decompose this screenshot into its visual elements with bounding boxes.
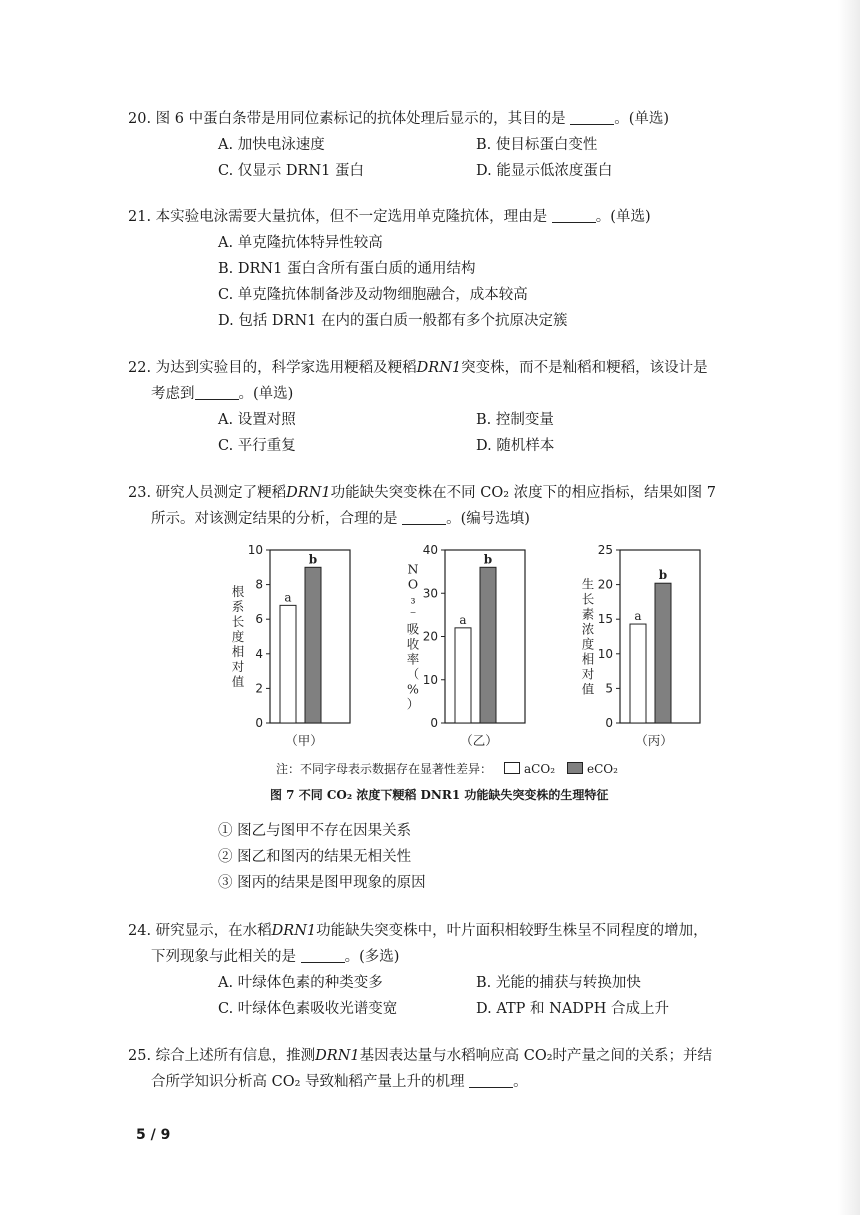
y-tick-label: 0 <box>430 716 438 730</box>
bar-charts <box>230 540 710 760</box>
legend-swatch-eco2 <box>567 762 583 774</box>
option-c[interactable]: C. 平行重复 <box>218 438 296 454</box>
option-d[interactable]: D. ATP 和 NADPH 合成上升 <box>476 1001 669 1017</box>
question-22 <box>128 355 738 459</box>
y-axis-label-char: O <box>407 576 419 592</box>
option-a[interactable]: A. 设置对照 <box>218 412 296 428</box>
option-c[interactable]: C. 仅显示 DRN1 蛋白 <box>218 163 364 179</box>
q25-stem-cont: 基因表达量与水稻响应高 CO₂时产量之间的关系；并结 <box>359 1048 713 1064</box>
bar-aco2 <box>630 624 646 723</box>
y-axis-label-char: 对 <box>231 659 245 674</box>
answer-blank[interactable] <box>570 110 614 125</box>
y-tick-label: 20 <box>597 577 613 592</box>
y-axis-label-char: ₃ <box>410 591 416 607</box>
y-axis-label-char: 收 <box>406 636 420 652</box>
y-tick-label: 20 <box>422 629 438 644</box>
y-tick-label: 10 <box>597 646 613 661</box>
statement-3[interactable]: ③ 图丙的结果是图甲现象的原因 <box>218 875 426 891</box>
y-axis-label-char: 度 <box>231 629 245 644</box>
option-b[interactable]: B. 光能的捕获与转换加快 <box>476 975 641 991</box>
y-axis-label-char: 系 <box>231 599 245 614</box>
option-d[interactable]: D. 能显示低浓度蛋白 <box>476 163 613 179</box>
panel-label: （丙） <box>635 733 673 748</box>
q23-statements <box>128 818 738 896</box>
q22-options <box>218 407 738 459</box>
option-b[interactable]: B. 控制变量 <box>476 412 554 428</box>
option-b[interactable]: B. DRN1 蛋白含所有蛋白质的通用结构 <box>218 261 476 277</box>
answer-blank[interactable] <box>469 1073 513 1088</box>
page-number: 5 / 9 <box>136 1127 171 1143</box>
q25-stem: 25. 综合上述所有信息，推测 <box>128 1048 316 1064</box>
y-tick-label: 2 <box>255 681 263 696</box>
gene-name: DRN1 <box>315 1048 360 1064</box>
q22-tail: 。(单选) <box>238 386 294 402</box>
y-axis-label-char: 素 <box>581 606 595 622</box>
statement-2[interactable]: ② 图乙和图丙的结果无相关性 <box>218 849 412 865</box>
y-axis-label-char: ） <box>406 696 420 712</box>
y-axis-label-char: 长 <box>581 591 595 607</box>
q22-stem-line2: 考虑到 <box>151 386 195 402</box>
y-tick-label: 10 <box>422 672 438 687</box>
question-25 <box>128 1043 738 1095</box>
bar-eco2 <box>305 567 321 723</box>
y-tick-label: 6 <box>255 612 263 627</box>
q21-tail: 。(单选) <box>595 209 651 225</box>
option-d[interactable]: D. 随机样本 <box>476 438 555 454</box>
question-24 <box>128 918 738 1022</box>
panel-label: （乙） <box>460 733 498 748</box>
q20-tail: 。(单选) <box>614 111 670 127</box>
y-tick-label: 40 <box>422 543 438 557</box>
y-tick-label: 0 <box>605 716 613 730</box>
option-c[interactable]: C. 叶绿体色素吸收光谱变宽 <box>218 1001 398 1017</box>
y-axis-label-char: ⁻ <box>409 606 417 622</box>
significance-letter: b <box>308 552 318 567</box>
figure-7 <box>230 540 710 810</box>
legend-label-eco2: eCO₂ <box>587 762 618 776</box>
q21-options <box>218 230 738 334</box>
note-text: 注：不同字母表示数据存在显著性差异： <box>276 762 493 776</box>
y-tick-label: 10 <box>247 543 263 557</box>
y-axis-label-char: 相 <box>231 644 245 659</box>
gene-name: DRN1 <box>416 360 462 376</box>
y-axis-label-char: （ <box>406 666 420 682</box>
gene-name: DRN1 <box>271 923 317 939</box>
q24-stem-line2: 下列现象与此相关的是 <box>151 949 296 965</box>
significance-letter: a <box>284 590 292 605</box>
y-axis-label-char: 吸 <box>406 621 420 637</box>
q23-stem: 23. 研究人员测定了粳稻 <box>128 485 287 501</box>
q20-options <box>218 132 738 184</box>
question-23 <box>128 480 738 532</box>
answer-blank[interactable] <box>301 948 345 963</box>
option-c[interactable]: C. 单克隆抗体制备涉及动物细胞融合，成本较高 <box>218 287 528 303</box>
option-b[interactable]: B. 使目标蛋白变性 <box>476 137 598 153</box>
bar-eco2 <box>655 583 671 723</box>
panel-label: （甲） <box>285 733 323 748</box>
significance-letter: a <box>634 609 642 624</box>
figure-note <box>276 760 618 777</box>
question-21 <box>128 204 738 334</box>
q23-stem-cont: 功能缺失突变株在不同 CO₂ 浓度下的相应指标，结果如图 7 <box>330 485 716 501</box>
bar-aco2 <box>280 605 296 723</box>
legend-label-aco2: aCO₂ <box>524 762 555 776</box>
y-axis-label-char: 根 <box>231 584 245 599</box>
q22-stem-cont: 突变株，而不是籼稻和粳稻，该设计是 <box>461 360 708 376</box>
y-axis-label-char: 度 <box>581 636 595 652</box>
y-axis-label-char: % <box>407 681 419 697</box>
y-axis-label-char: 对 <box>581 666 595 682</box>
q25-stem-line2: 合所学知识分析高 CO₂ 导致籼稻产量上升的机理 <box>151 1074 465 1090</box>
y-axis-label-char: 长 <box>231 614 245 629</box>
y-axis-label-char: N <box>407 561 419 577</box>
figure-caption: 图 7 不同 CO₂ 浓度下粳稻 DNR1 功能缺失突变株的生理特征 <box>270 788 609 802</box>
q24-tail: 。(多选) <box>344 949 400 965</box>
statement-1[interactable]: ① 图乙与图甲不存在因果关系 <box>218 823 412 839</box>
y-axis-label-char: 值 <box>231 674 245 689</box>
y-tick-label: 0 <box>255 716 263 730</box>
q24-stem-cont: 功能缺失突变株中，叶片面积相较野生株呈不同程度的增加， <box>316 923 708 939</box>
bar-eco2 <box>480 567 496 723</box>
y-tick-label: 15 <box>597 612 613 627</box>
answer-blank[interactable] <box>195 385 239 400</box>
bar-aco2 <box>455 628 471 723</box>
y-axis-label-char: 值 <box>581 681 595 697</box>
y-axis-label-char: 相 <box>581 651 595 667</box>
y-tick-label: 8 <box>255 577 263 592</box>
q23-tail: 。(编号选填) <box>446 511 530 527</box>
answer-blank[interactable] <box>402 510 446 525</box>
q20-stem: 20. 图 6 中蛋白条带是用同位素标记的抗体处理后显示的，其目的是 <box>128 111 566 127</box>
option-a[interactable]: A. 加快电泳速度 <box>218 137 325 153</box>
y-tick-label: 5 <box>605 681 613 696</box>
y-axis-label-char: 浓 <box>581 621 595 637</box>
y-tick-label: 4 <box>255 646 263 661</box>
q21-stem: 21. 本实验电泳需要大量抗体，但不一定选用单克隆抗体，理由是 <box>128 209 548 225</box>
q22-stem: 22. 为达到实验目的，科学家选用粳稻及粳稻 <box>128 360 417 376</box>
y-tick-label: 25 <box>597 543 613 557</box>
significance-letter: b <box>658 568 668 583</box>
y-tick-label: 30 <box>422 586 438 601</box>
page-edge-shadow <box>838 0 860 1215</box>
option-d[interactable]: D. 包括 DRN1 在内的蛋白质一般都有多个抗原决定簇 <box>218 313 568 329</box>
q25-tail: 。 <box>513 1074 528 1090</box>
gene-name: DRN1 <box>286 485 331 501</box>
q24-stem: 24. 研究显示，在水稻 <box>128 923 272 939</box>
q24-options <box>218 970 738 1022</box>
option-a[interactable]: A. 单克隆抗体特异性较高 <box>218 235 383 251</box>
question-20 <box>128 106 738 184</box>
option-a[interactable]: A. 叶绿体色素的种类变多 <box>218 975 383 991</box>
y-axis-label-char: 生 <box>581 576 595 592</box>
q23-stem-line2: 所示。对该测定结果的分析，合理的是 <box>151 511 398 527</box>
legend-swatch-aco2 <box>504 762 520 774</box>
significance-letter: a <box>459 612 467 627</box>
y-axis-label-char: 率 <box>406 651 420 667</box>
answer-blank[interactable] <box>552 208 596 223</box>
significance-letter: b <box>483 552 493 567</box>
